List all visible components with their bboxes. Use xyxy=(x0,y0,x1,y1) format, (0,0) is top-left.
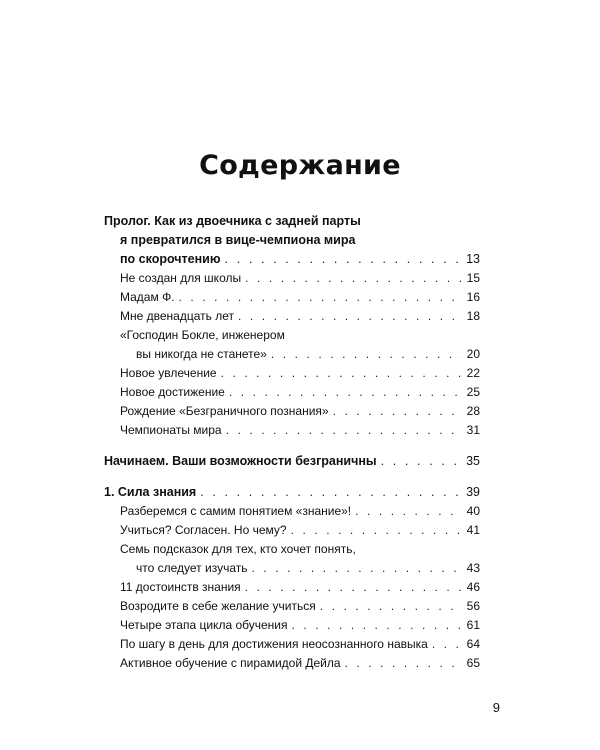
toc-entry[interactable] xyxy=(104,616,480,635)
toc-entry-cont[interactable] xyxy=(104,559,480,578)
toc-entry-text: что следует изучать xyxy=(136,561,248,575)
toc-entry-text: Разберемся с самим понятием «знание»! xyxy=(120,504,352,518)
toc-entry[interactable] xyxy=(104,269,480,288)
leader-dots xyxy=(245,578,462,597)
leader-dots xyxy=(245,269,462,288)
toc-entry-text: Пролог. Как из двоечника с задней парты xyxy=(104,214,361,228)
leader-dots xyxy=(179,288,462,307)
toc-entry-text: Мне двенадцать лет xyxy=(120,309,234,323)
toc-entry[interactable] xyxy=(104,364,480,383)
toc-page-number: 41 xyxy=(466,523,480,537)
spacer xyxy=(104,440,480,452)
toc-entry-text: 1. Сила знания xyxy=(104,485,197,499)
leader-dots xyxy=(381,452,462,471)
toc-page-number: 28 xyxy=(466,404,480,418)
toc-entry[interactable] xyxy=(104,654,480,673)
toc-entry-chapter-1[interactable] xyxy=(104,483,480,502)
leader-dots xyxy=(345,654,462,673)
toc-entry-text: Семь подсказок для тех, кто хочет понять, xyxy=(120,542,356,556)
leader-dots xyxy=(320,597,462,616)
toc-entry-text: «Господин Бокле, инженером xyxy=(120,328,285,342)
toc-entry-prologue-end[interactable] xyxy=(104,250,480,269)
toc-entry[interactable] xyxy=(104,502,480,521)
leader-dots xyxy=(226,421,462,440)
toc-entry-prologue[interactable] xyxy=(104,212,480,231)
toc-page-number: 39 xyxy=(466,485,480,499)
toc-entry[interactable] xyxy=(104,578,480,597)
toc-entry-text: Четыре этапа цикла обучения xyxy=(120,618,288,632)
toc-page-number: 56 xyxy=(466,599,480,613)
toc-entry-text: по скорочтению xyxy=(120,252,221,266)
toc-page-number: 20 xyxy=(466,347,480,361)
toc-entry[interactable] xyxy=(104,521,480,540)
leader-dots xyxy=(229,383,462,402)
leader-dots xyxy=(238,307,462,326)
toc-page-number: 40 xyxy=(466,504,480,518)
toc-page-number: 65 xyxy=(466,656,480,670)
toc-entry-text: Рождение «Безграничного познания» xyxy=(120,404,329,418)
spacer xyxy=(104,471,480,483)
leader-dots xyxy=(271,345,462,364)
leader-dots xyxy=(225,250,462,269)
toc-page-number: 25 xyxy=(466,385,480,399)
leader-dots xyxy=(333,402,462,421)
toc-entry[interactable] xyxy=(104,597,480,616)
toc-page-number: 13 xyxy=(466,252,480,266)
toc-page-number: 22 xyxy=(466,366,480,380)
toc-page-number: 64 xyxy=(466,637,480,651)
toc-entry-text: Возродите в себе желание учиться xyxy=(120,599,316,613)
toc-entry-text: По шагу в день для достижения неосознанного навыка xyxy=(120,637,428,651)
page-title: Содержание xyxy=(199,150,401,181)
toc-page-number: 15 xyxy=(466,271,480,285)
toc-entry-text: Мадам Ф. xyxy=(120,290,175,304)
toc-entry[interactable] xyxy=(104,635,480,654)
page-number: 9 xyxy=(492,700,500,715)
toc-entry-cont[interactable] xyxy=(104,345,480,364)
toc-entry[interactable] xyxy=(104,383,480,402)
toc-entry[interactable] xyxy=(104,307,480,326)
toc-entry-start[interactable] xyxy=(104,452,480,471)
toc-page-number: 16 xyxy=(466,290,480,304)
toc-entry-text: Чемпионаты мира xyxy=(120,423,222,437)
leader-dots xyxy=(291,521,462,540)
toc-entry-text: Новое достижение xyxy=(120,385,225,399)
leader-dots xyxy=(432,635,462,654)
leader-dots xyxy=(221,364,462,383)
toc-entry[interactable] xyxy=(104,288,480,307)
leader-dots xyxy=(252,559,463,578)
toc-entry[interactable] xyxy=(104,540,480,559)
toc-entry-text: Не создан для школы xyxy=(120,271,242,285)
table-of-contents xyxy=(104,212,480,673)
toc-page-number: 35 xyxy=(466,454,480,468)
toc-entry[interactable] xyxy=(104,326,480,345)
toc-page-number: 43 xyxy=(466,561,480,575)
toc-entry-text: Активное обучение с пирамидой Дейла xyxy=(120,656,341,670)
toc-entry-text: Новое увлечение xyxy=(120,366,217,380)
toc-entry-prologue-cont[interactable] xyxy=(104,231,480,250)
toc-entry-text: 11 достоинств знания xyxy=(120,580,241,594)
leader-dots xyxy=(355,502,462,521)
toc-entry[interactable] xyxy=(104,402,480,421)
leader-dots xyxy=(291,616,462,635)
toc-entry[interactable] xyxy=(104,421,480,440)
toc-page-number: 31 xyxy=(466,423,480,437)
toc-entry-text: Начинаем. Ваши возможности безграничны xyxy=(104,454,377,468)
leader-dots xyxy=(200,483,462,502)
toc-page-number: 46 xyxy=(466,580,480,594)
toc-page-number: 61 xyxy=(466,618,480,632)
toc-page-number: 18 xyxy=(466,309,480,323)
toc-entry-text: Учиться? Согласен. Но чему? xyxy=(120,523,287,537)
toc-entry-text: я превратился в вице-чемпиона мира xyxy=(120,233,356,247)
toc-entry-text: вы никогда не станете» xyxy=(136,347,267,361)
